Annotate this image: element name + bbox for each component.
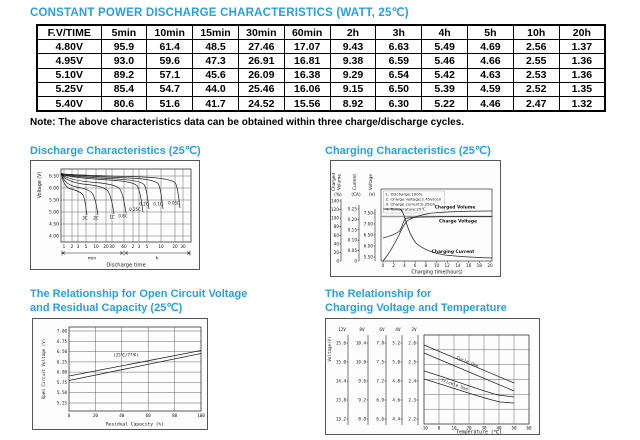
cell: 1.32 <box>559 96 605 111</box>
curve-label: 2C <box>93 215 99 221</box>
vlt-tick: 5.50 <box>363 254 373 260</box>
col-header: 30min <box>238 25 284 40</box>
cell: 2.52 <box>513 82 559 96</box>
cell: 9.43 <box>330 40 376 54</box>
axis-unit-ca: (CA) <box>351 193 361 198</box>
cur-tick: 0.15 <box>347 227 357 233</box>
curve-label: 0.1C <box>153 201 163 207</box>
axis-unit-pct: (%) <box>334 193 342 198</box>
cell: 1.35 <box>559 82 605 96</box>
vlt-tick: 6.50 <box>363 232 373 238</box>
y-tick: 5.50 <box>48 198 59 204</box>
scale-header: 4V <box>395 328 401 333</box>
y-axis-label: Open Circuit Voltage (V) <box>41 338 46 400</box>
x-tick: 0 <box>381 263 385 268</box>
time-brackets <box>62 251 190 256</box>
col-header: 3h <box>376 25 422 40</box>
cell: 4.66 <box>468 54 514 68</box>
x-tick: -10 <box>420 425 428 431</box>
x-tick: 3 <box>137 244 141 249</box>
scale-value: 7.2 <box>376 378 384 384</box>
cell: 59.6 <box>147 54 193 68</box>
scale-value: 6.9 <box>376 397 384 403</box>
y-tick: 5.25 <box>56 400 67 406</box>
scale-value: 2.5 <box>408 359 416 365</box>
x-tick: 30 <box>481 425 487 431</box>
y-tick: 4.50 <box>48 222 59 228</box>
x-tick: 2 <box>131 244 135 249</box>
temp-title-line2: Charging Voltage and Temperature <box>325 302 507 314</box>
cell: 4.69 <box>468 40 514 54</box>
x-tick: 18 <box>476 263 482 268</box>
cell: 26.91 <box>238 54 284 68</box>
col-header: 4h <box>422 25 468 40</box>
x-tick: 12 <box>444 263 450 268</box>
table-row <box>37 82 605 96</box>
unit-label-h: h <box>155 256 159 262</box>
cell: 16.38 <box>284 68 330 82</box>
vol-tick: 80 <box>333 224 339 230</box>
row-label: 5.25V <box>37 82 101 96</box>
x-tick: 4 <box>403 263 406 268</box>
curve-label: 0.05C <box>168 200 180 206</box>
vol-tick: 140 <box>331 198 339 204</box>
note-line: 4. Temperature:25℃ <box>385 206 426 212</box>
scale-value: 5.0 <box>392 359 400 365</box>
curve-3c <box>62 177 87 215</box>
charged-volume-label: Charged Volume <box>434 205 476 211</box>
cell: 51.6 <box>147 96 193 111</box>
y-axis-label: Voltage(V) <box>327 336 332 362</box>
scale-value: 9.2 <box>358 397 366 403</box>
x-tick: 1 <box>62 244 66 249</box>
vlt-tick: 7.00 <box>363 221 373 227</box>
y-tick: 6.75 <box>56 338 67 344</box>
cur-tick: 0 <box>354 258 357 264</box>
scale-value: 13.2 <box>335 416 346 422</box>
col-header: 2h <box>330 25 376 40</box>
temp-chart-title <box>325 287 605 315</box>
cell: 6.30 <box>376 96 422 111</box>
y-tick: 6.00 <box>48 186 59 192</box>
x-tick: 20 <box>487 263 493 268</box>
cell: 2.55 <box>513 54 559 68</box>
cell: 15.56 <box>284 96 330 111</box>
x-axis-label: Charging time(hours) <box>411 270 463 276</box>
x-tick: 10 <box>433 263 440 268</box>
cell: 4.63 <box>468 68 514 82</box>
discharge-chart-panel <box>30 160 200 270</box>
col-header: 15min <box>193 25 239 40</box>
ocv-chart <box>33 319 207 429</box>
scale-value: 13.8 <box>335 397 346 403</box>
row-label: 4.95V <box>37 54 101 68</box>
x-tick: 60 <box>526 425 532 431</box>
note-line: 2. Charge voltage:2.45V/cell <box>385 196 441 202</box>
scale-value: 4.6 <box>392 397 400 403</box>
vol-tick: 120 <box>331 207 339 213</box>
cell: 93.0 <box>101 54 147 68</box>
col-header: 10min <box>147 25 193 40</box>
scale-value: 4.8 <box>392 378 400 384</box>
x-tick: 10 <box>451 425 457 431</box>
cycle-use-label: Cycle Use <box>455 355 479 370</box>
x-axis-label: Residual Capacity (%) <box>105 422 165 428</box>
cell: 85.4 <box>101 82 147 96</box>
cell: 8.92 <box>330 96 376 111</box>
cur-tick: 0.20 <box>347 216 357 222</box>
x-tick: 8 <box>424 263 428 268</box>
cell: 4.46 <box>468 96 514 111</box>
x-tick: 0 <box>437 425 441 431</box>
cell: 80.6 <box>101 96 147 111</box>
curve-origin-dot <box>61 173 64 176</box>
table-row <box>37 96 605 111</box>
cur-tick: 0.05 <box>347 248 357 254</box>
curve-label: 3C <box>82 215 88 221</box>
scale-header: 6V <box>379 328 385 333</box>
x-axis-label: Temperature (℃) <box>456 430 502 434</box>
x-tick: 20 <box>172 244 178 249</box>
y-tick: 6.00 <box>56 369 67 375</box>
x-tick: 10 <box>93 244 99 249</box>
y-tick: 6.50 <box>48 174 59 180</box>
scale-value: 5.2 <box>392 340 400 346</box>
constant-power-table <box>36 24 606 112</box>
cell: 41.7 <box>193 96 239 111</box>
scale-value: 9.6 <box>358 378 366 384</box>
cell: 25.46 <box>238 82 284 96</box>
trickle-use-label: Trickle Use <box>439 378 469 393</box>
cell: 95.9 <box>101 40 147 54</box>
cell: 5.39 <box>422 82 468 96</box>
x-tick: 14 <box>455 263 461 268</box>
cell: 5.42 <box>422 68 468 82</box>
y-tick: 7.00 <box>56 328 67 334</box>
scale-header: 2V <box>411 328 417 333</box>
cell: 2.56 <box>513 40 559 54</box>
cell: 5.22 <box>422 96 468 111</box>
charging-chart-panel <box>330 160 501 277</box>
cell: 57.1 <box>147 68 193 82</box>
scale-value: 2.2 <box>408 416 416 422</box>
y-tick: 4.00 <box>48 234 59 240</box>
col-header: 5h <box>468 25 514 40</box>
temp-annotation: (25℃/77℉) <box>113 352 139 358</box>
col-header: 20h <box>559 25 605 40</box>
vol-tick: 0 <box>336 258 339 264</box>
cell: 48.5 <box>193 40 239 54</box>
cur-tick: 0.25 <box>347 206 357 212</box>
scale-value: 10.4 <box>355 340 366 346</box>
x-tick: 40 <box>496 425 502 431</box>
cell: 1.36 <box>559 54 605 68</box>
col-header: 60min <box>284 25 330 40</box>
vlt-tick: 6.00 <box>363 243 373 249</box>
cell: 5.49 <box>422 40 468 54</box>
scale-value: 7.8 <box>376 340 384 346</box>
cell: 26.09 <box>238 68 284 82</box>
axis-label-current: Current <box>353 173 358 191</box>
scale-value: 7.5 <box>376 359 384 365</box>
cell: 24.52 <box>238 96 284 111</box>
cell: 1.37 <box>559 40 605 54</box>
col-header: F.V/TIME <box>37 25 101 40</box>
row-label: 4.80V <box>37 40 101 54</box>
cell: 6.50 <box>376 82 422 96</box>
vol-tick: 40 <box>333 241 339 247</box>
charging-chart <box>331 161 500 276</box>
discharge-chart-title: Discharge Characteristics (25℃) <box>30 145 201 157</box>
curve-2c <box>62 176 98 215</box>
scale-value: 14.4 <box>335 378 346 384</box>
cell: 4.59 <box>468 82 514 96</box>
y-tick: 5.00 <box>48 210 59 216</box>
x-tick: 2 <box>392 263 396 268</box>
vlt-tick: 7.50 <box>363 210 373 216</box>
x-tick: 80 <box>172 413 178 418</box>
discharge-curves <box>62 174 180 215</box>
x-tick: 20 <box>466 425 472 431</box>
x-tick: 0 <box>67 413 71 418</box>
charging-chart-title: Charging Characteristics (25℃) <box>325 145 491 157</box>
y-tick: 6.25 <box>56 359 67 365</box>
ocv-title-line2: and Residual Capacity (25℃) <box>30 302 183 314</box>
x-tick: 30 <box>109 244 115 249</box>
note-line: 3. Charge current:0.25CA <box>385 201 436 207</box>
scale-header: 12V <box>338 328 346 333</box>
scale-value: 15.6 <box>335 340 346 346</box>
temp-title-line1: The Relationship for <box>325 288 432 300</box>
axis-unit-v: (V) <box>368 193 376 198</box>
y-tick: 5.75 <box>56 379 67 385</box>
x-tick: 20 <box>92 413 98 418</box>
temp-chart-panel <box>325 318 540 435</box>
temp-chart <box>326 319 539 434</box>
cell: 9.29 <box>330 68 376 82</box>
cell: 89.2 <box>101 68 147 82</box>
ocv-lower-line <box>69 354 201 381</box>
x-axis-label: Discharge time <box>106 262 146 269</box>
cell: 2.53 <box>513 68 559 82</box>
x-tick: 100 <box>197 413 205 418</box>
x-tick: 5 <box>145 244 149 249</box>
col-header: 5min <box>101 25 147 40</box>
axis-label-volume: Volume <box>337 174 343 190</box>
scale-value: 4.4 <box>392 416 400 422</box>
axis-label-charged: Charged <box>332 172 337 192</box>
cell: 1.36 <box>559 68 605 82</box>
x-tick: 10 <box>158 244 164 249</box>
cell: 44.0 <box>193 82 239 96</box>
x-tick: 40 <box>119 413 125 418</box>
cur-tick: 0.10 <box>347 237 357 243</box>
table-note: Note: The above characteristics data can be obtained within three charge/discharge cycles. <box>30 117 465 128</box>
x-tick: 60 <box>145 413 151 418</box>
x-tick: 5 <box>84 244 88 249</box>
y-tick: 5.50 <box>56 390 67 396</box>
ocv-chart-panel <box>32 318 208 430</box>
table-row <box>37 54 605 68</box>
cell: 27.46 <box>238 40 284 54</box>
curve-label: 0.6C <box>118 213 128 219</box>
x-tick: 30 <box>180 244 186 249</box>
cell: 5.46 <box>422 54 468 68</box>
cell: 6.63 <box>376 40 422 54</box>
unit-label-min: min <box>87 256 97 262</box>
scale-value: 6.6 <box>376 416 384 422</box>
axis-label-voltage: Voltage <box>369 173 374 191</box>
charging-current-label: Charging Current <box>431 250 475 255</box>
cell: 9.38 <box>330 54 376 68</box>
cell: 9.15 <box>330 82 376 96</box>
vol-tick: 20 <box>333 249 339 255</box>
table-row <box>37 68 605 82</box>
vol-tick: 60 <box>333 232 339 238</box>
cell: 45.6 <box>193 68 239 82</box>
curve-label: 0.2C <box>139 201 149 207</box>
table-header-row <box>37 25 605 40</box>
cell: 6.54 <box>376 68 422 82</box>
scale-value: 2.3 <box>408 397 416 403</box>
scale-value: 8.8 <box>358 416 366 422</box>
cell: 47.3 <box>193 54 239 68</box>
scale-value: 2.4 <box>408 378 416 384</box>
row-label: 5.10V <box>37 68 101 82</box>
col-header: 10h <box>513 25 559 40</box>
x-tick: 16 <box>465 263 472 268</box>
row-label: 5.40V <box>37 96 101 111</box>
scale-header: 8V <box>359 328 365 333</box>
charge-voltage-label: Charge Voltage <box>439 219 477 225</box>
scale-value: 2.6 <box>408 340 416 346</box>
y-tick: 6.50 <box>56 349 67 355</box>
scale-value: 10.0 <box>355 359 366 365</box>
ocv-chart-title <box>30 287 310 315</box>
cell: 16.81 <box>284 54 330 68</box>
curve-label: 1C <box>109 214 115 220</box>
x-tick: 60 <box>121 244 127 249</box>
ocv-title-line1: The Relationship for Open Circuit Voltage <box>30 288 248 300</box>
cell: 17.07 <box>284 40 330 54</box>
x-tick: 3 <box>76 244 80 249</box>
discharge-chart <box>31 161 199 269</box>
scale-value: 15.0 <box>335 359 346 365</box>
table-row <box>37 40 605 54</box>
cell: 16.06 <box>284 82 330 96</box>
cell: 54.7 <box>147 82 193 96</box>
x-tick: 50 <box>511 425 517 431</box>
note-line: 1. Discharge:100% <box>385 191 423 197</box>
y-axis-label: Voltage (V) <box>38 171 43 199</box>
x-tick: 6 <box>413 263 417 268</box>
cell: 61.4 <box>147 40 193 54</box>
cell: 2.47 <box>513 96 559 111</box>
cell: 6.59 <box>376 54 422 68</box>
page-title: CONSTANT POWER DISCHARGE CHARACTERISTICS (WATT, 25℃) <box>30 7 409 19</box>
curve-label: 0.25C <box>129 207 141 212</box>
vol-tick: 100 <box>331 215 339 221</box>
x-tick: 2 <box>70 244 74 249</box>
x-tick: 20 <box>103 244 109 249</box>
